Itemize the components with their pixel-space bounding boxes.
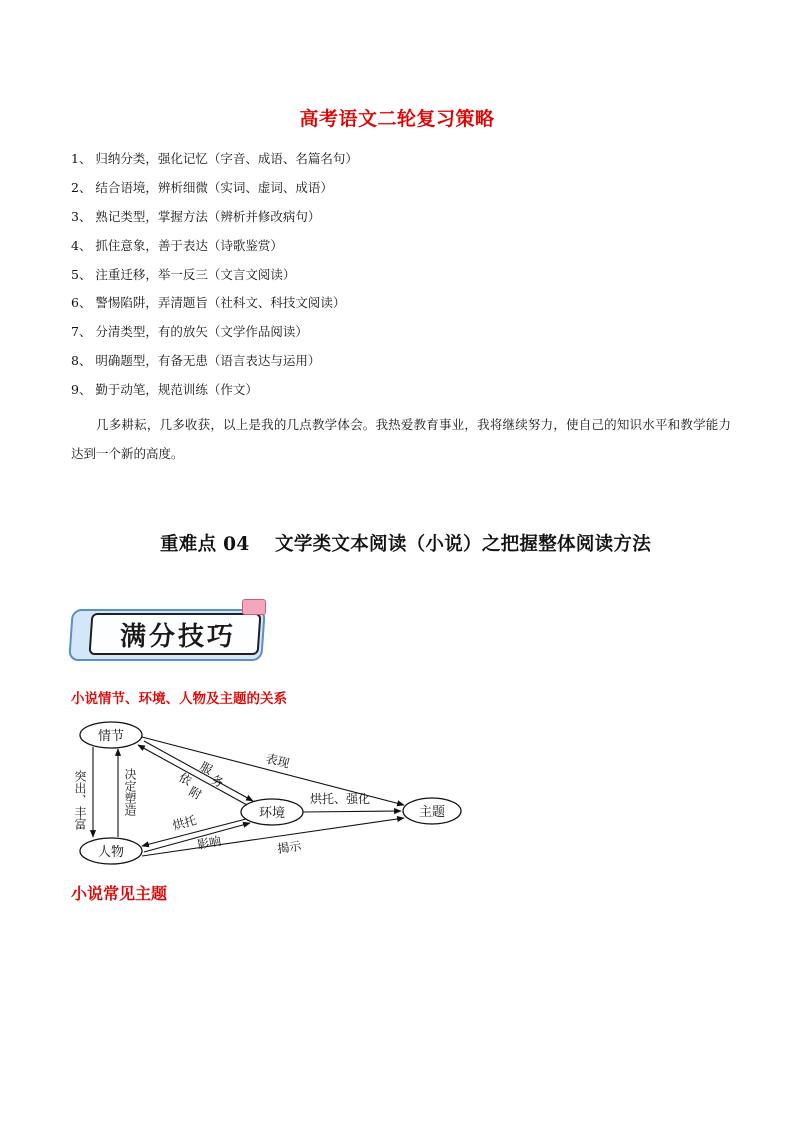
strategy-item: 5、 注重迁移，举一反三（文言文阅读） <box>71 266 296 282</box>
depend-label-2: 附 <box>186 784 204 803</box>
strategy-item: 7、 分清类型，有的放矢（文学作品阅读） <box>71 324 308 340</box>
foil-strengthen-label: 烘托、强化 <box>310 792 371 806</box>
strategy-item: 9、 勤于动笔，规范训练（作文） <box>71 382 258 398</box>
highlight-label: 突出、丰富 <box>73 770 87 830</box>
strategy-item: 6、 警惕陷阱，弄清题旨（社科文、科技文阅读） <box>71 295 346 311</box>
environment-to-theme-arrow <box>303 811 401 812</box>
paper-clip-icon <box>242 599 266 615</box>
section-heading: 重难点 04 文学类文本阅读（小说）之把握整体阅读方法 <box>160 534 652 555</box>
depend-label-1: 依 <box>176 770 194 789</box>
serve-label-2: 务 <box>208 772 226 791</box>
express-label: 表现 <box>264 751 291 771</box>
tips-badge <box>70 603 266 661</box>
strategy-item: 1、 归纳分类，强化记忆（字音、成语、名篇名句） <box>71 151 358 166</box>
theme-label: 主题 <box>418 805 446 820</box>
plot-label: 情节 <box>97 729 125 744</box>
strategy-item: 2、 结合语境，辨析细微（实词、虚词、成语） <box>71 179 333 195</box>
character-label: 人物 <box>97 845 125 860</box>
environment-label: 环境 <box>258 806 286 821</box>
strategy-list <box>71 150 731 410</box>
badge-label: 满分技巧 <box>119 622 236 652</box>
relationship-subheading: 小说情节、环境、人物及主题的关系 <box>71 691 287 707</box>
relationship-diagram <box>70 712 470 872</box>
reveal-label: 揭示 <box>276 838 303 856</box>
strategy-item: 3、 熟记类型，掌握方法（辨析并修改病句） <box>71 208 321 224</box>
strategy-item: 4、 抓住意象，善于表达（诗歌鉴赏） <box>71 237 283 253</box>
closing-paragraph: 几多耕耘，几多收获，以上是我的几点教学体会。我热爱教育事业，我将继续努力，使自己的知识水平和教学能力达到一个新的高度。 <box>71 417 731 461</box>
strategy-item: 8、 明确题型，有备无患（语言表达与运用） <box>71 353 321 369</box>
common-themes-subheading: 小说常见主题 <box>71 884 168 903</box>
influence-label: 影响 <box>196 833 223 852</box>
document-title: 高考语文二轮复习策略 <box>299 108 495 130</box>
serve-label-1: 服 <box>197 759 215 778</box>
foil-label: 烘托 <box>171 813 198 833</box>
decide-label: 决定塑造 <box>123 768 137 816</box>
